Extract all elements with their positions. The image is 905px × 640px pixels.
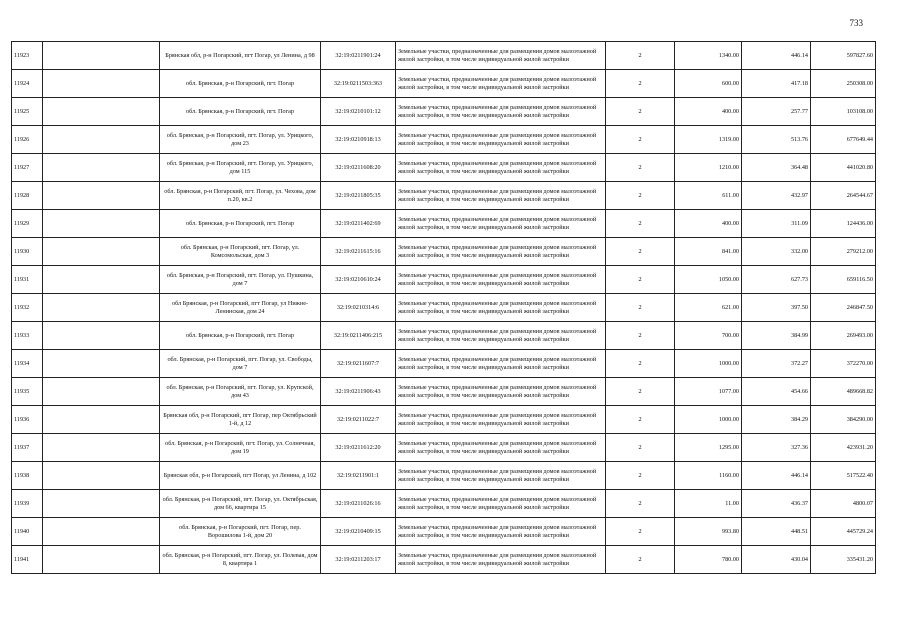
empty-cell bbox=[43, 518, 160, 546]
cadastral-number-cell: 32:19:0211406:215 bbox=[321, 322, 396, 350]
row-number: 11934 bbox=[12, 350, 43, 378]
category-cell: 2 bbox=[606, 182, 675, 210]
address-cell: обл. Брянская, р-н Погарский, пгт. Погар bbox=[160, 322, 321, 350]
cadastral-value-cell: 279212.00 bbox=[811, 238, 876, 266]
category-cell: 2 bbox=[606, 266, 675, 294]
empty-cell bbox=[43, 406, 160, 434]
unit-value-cell: 430.04 bbox=[742, 546, 811, 574]
area-cell: 11.00 bbox=[675, 490, 742, 518]
land-use-cell: Земельные участки, предназначенные для размещения домов малоэтажной жилой застройки, в том числе индивидуальной жилой застройки bbox=[396, 462, 606, 490]
category-cell: 2 bbox=[606, 378, 675, 406]
category-cell: 2 bbox=[606, 322, 675, 350]
area-cell: 1340.00 bbox=[675, 42, 742, 70]
cadastral-value-cell: 384290.00 bbox=[811, 406, 876, 434]
address-cell: обл. Брянская, р-н Погарский, пгт. Погар, ул. Чехова, дом п.20, кв.2 bbox=[160, 182, 321, 210]
land-use-cell: Земельные участки, предназначенные для размещения домов малоэтажной жилой застройки, в том числе индивидуальной жилой застройки bbox=[396, 490, 606, 518]
row-number: 11935 bbox=[12, 378, 43, 406]
address-cell: Брянская обл, р-н Погарский, пгт Погар, пер Октябрьский 1-й, д 12 bbox=[160, 406, 321, 434]
row-number: 11927 bbox=[12, 154, 43, 182]
land-use-cell: Земельные участки, предназначенные для размещения домов малоэтажной жилой застройки, в том числе индивидуальной жилой застройки bbox=[396, 182, 606, 210]
row-number: 11924 bbox=[12, 70, 43, 98]
cadastral-value-cell: 124436.00 bbox=[811, 210, 876, 238]
row-number: 11932 bbox=[12, 294, 43, 322]
table-row bbox=[12, 462, 876, 490]
address-cell: Брянская обл, р-н Погарский, пгт Погар, ул Ленина, д 98 bbox=[160, 42, 321, 70]
unit-value-cell: 432.97 bbox=[742, 182, 811, 210]
cadastral-value-cell: 597827.60 bbox=[811, 42, 876, 70]
land-use-cell: Земельные участки, предназначенные для размещения домов малоэтажной жилой застройки, в том числе индивидуальной жилой застройки bbox=[396, 238, 606, 266]
unit-value-cell: 446.14 bbox=[742, 462, 811, 490]
unit-value-cell: 448.51 bbox=[742, 518, 811, 546]
land-use-cell: Земельные участки, предназначенные для размещения домов малоэтажной жилой застройки, в том числе индивидуальной жилой застройки bbox=[396, 154, 606, 182]
address-cell: обл. Брянская, р-н Погарский, пгт. Погар, ул. Пушкина, дом 7 bbox=[160, 266, 321, 294]
cadastral-number-cell: 32:19:0211608:20 bbox=[321, 154, 396, 182]
land-use-cell: Земельные участки, предназначенные для размещения домов малоэтажной жилой застройки, в том числе индивидуальной жилой застройки bbox=[396, 294, 606, 322]
row-number: 11928 bbox=[12, 182, 43, 210]
category-cell: 2 bbox=[606, 238, 675, 266]
unit-value-cell: 513.76 bbox=[742, 126, 811, 154]
empty-cell bbox=[43, 70, 160, 98]
area-cell: 1210.00 bbox=[675, 154, 742, 182]
cadastral-number-cell: 32:19:0210610:24 bbox=[321, 266, 396, 294]
address-cell: обл. Брянская, р-н Погарский, пгт. Погар, пер. Ворошилова 1-й, дом 20 bbox=[160, 518, 321, 546]
area-cell: 400.00 bbox=[675, 98, 742, 126]
table-row bbox=[12, 406, 876, 434]
unit-value-cell: 627.73 bbox=[742, 266, 811, 294]
unit-value-cell: 311.09 bbox=[742, 210, 811, 238]
table-row bbox=[12, 294, 876, 322]
row-number: 11940 bbox=[12, 518, 43, 546]
table-row bbox=[12, 42, 876, 70]
area-cell: 600.00 bbox=[675, 70, 742, 98]
cadastral-number-cell: 32:19:0211402:69 bbox=[321, 210, 396, 238]
unit-value-cell: 327.36 bbox=[742, 434, 811, 462]
land-use-cell: Земельные участки, предназначенные для размещения домов малоэтажной жилой застройки, в том числе индивидуальной жилой застройки bbox=[396, 70, 606, 98]
unit-value-cell: 384.99 bbox=[742, 322, 811, 350]
table-row bbox=[12, 490, 876, 518]
unit-value-cell: 417.18 bbox=[742, 70, 811, 98]
cadastral-value-cell: 250308.00 bbox=[811, 70, 876, 98]
empty-cell bbox=[43, 154, 160, 182]
area-cell: 1000.00 bbox=[675, 350, 742, 378]
category-cell: 2 bbox=[606, 70, 675, 98]
address-cell: обл. Брянская, р-н Погарский, пгт. Погар bbox=[160, 98, 321, 126]
cadastral-value-cell: 103108.00 bbox=[811, 98, 876, 126]
land-use-cell: Земельные участки, предназначенные для размещения домов малоэтажной жилой застройки, в том числе индивидуальной жилой застройки bbox=[396, 406, 606, 434]
table-row bbox=[12, 434, 876, 462]
address-cell: обл. Брянская, р-н Погарский, пгт. Погар, ул. Урицкого, дом 23 bbox=[160, 126, 321, 154]
category-cell: 2 bbox=[606, 294, 675, 322]
unit-value-cell: 436.37 bbox=[742, 490, 811, 518]
address-cell: обл. Брянская, р-н Погарский, пгт. Погар, ул. Крупской, дом 43 bbox=[160, 378, 321, 406]
unit-value-cell: 446.14 bbox=[742, 42, 811, 70]
cadastral-value-cell: 677649.44 bbox=[811, 126, 876, 154]
address-cell: обл. Брянская, р-н Погарский, пгт. Погар, ул. Урицкого, дом 115 bbox=[160, 154, 321, 182]
address-cell: обл. Брянская, р-н Погарский, пгт. Погар, ул. Свободы, дом 7 bbox=[160, 350, 321, 378]
address-cell: обл. Брянская, р-н Погарский, пгт. Погар bbox=[160, 70, 321, 98]
table-row bbox=[12, 238, 876, 266]
area-cell: 611.00 bbox=[675, 182, 742, 210]
table-row bbox=[12, 266, 876, 294]
category-cell: 2 bbox=[606, 350, 675, 378]
empty-cell bbox=[43, 322, 160, 350]
area-cell: 700.00 bbox=[675, 322, 742, 350]
row-number: 11936 bbox=[12, 406, 43, 434]
empty-cell bbox=[43, 126, 160, 154]
unit-value-cell: 257.77 bbox=[742, 98, 811, 126]
address-cell: обл. Брянская, р-н Погарский, пгт. Погар, ул. Солнечная, дом 19 bbox=[160, 434, 321, 462]
table-row bbox=[12, 154, 876, 182]
cadastral-value-cell: 335431.20 bbox=[811, 546, 876, 574]
address-cell: Брянская обл, р-н Погарский, пгт Погар, ул Ленина, д 102 bbox=[160, 462, 321, 490]
empty-cell bbox=[43, 266, 160, 294]
unit-value-cell: 332.00 bbox=[742, 238, 811, 266]
land-use-cell: Земельные участки, предназначенные для размещения домов малоэтажной жилой застройки, в том числе индивидуальной жилой застройки bbox=[396, 350, 606, 378]
category-cell: 2 bbox=[606, 546, 675, 574]
area-cell: 841.00 bbox=[675, 238, 742, 266]
area-cell: 1000.00 bbox=[675, 406, 742, 434]
cadastral-value-cell: 264544.67 bbox=[811, 182, 876, 210]
area-cell: 780.00 bbox=[675, 546, 742, 574]
row-number: 11931 bbox=[12, 266, 43, 294]
cadastral-number-cell: 32:19:0211503:363 bbox=[321, 70, 396, 98]
table-row bbox=[12, 350, 876, 378]
area-cell: 1160.00 bbox=[675, 462, 742, 490]
row-number: 11933 bbox=[12, 322, 43, 350]
category-cell: 2 bbox=[606, 434, 675, 462]
row-number: 11925 bbox=[12, 98, 43, 126]
empty-cell bbox=[43, 182, 160, 210]
cadastral-number-cell: 32:19:0211026:16 bbox=[321, 490, 396, 518]
cadastral-value-cell: 517522.40 bbox=[811, 462, 876, 490]
address-cell: обл. Брянская, р-н Погарский, пгт. Погар bbox=[160, 210, 321, 238]
cadastral-value-cell: 441020.80 bbox=[811, 154, 876, 182]
empty-cell bbox=[43, 294, 160, 322]
cadastral-number-cell: 32:19:0211901:1 bbox=[321, 462, 396, 490]
empty-cell bbox=[43, 350, 160, 378]
page-number: 733 bbox=[849, 18, 863, 28]
land-use-cell: Земельные участки, предназначенные для размещения домов малоэтажной жилой застройки, в том числе индивидуальной жилой застройки bbox=[396, 378, 606, 406]
table-row bbox=[12, 546, 876, 574]
empty-cell bbox=[43, 238, 160, 266]
category-cell: 2 bbox=[606, 126, 675, 154]
cadastral-number-cell: 32:19:0211022:7 bbox=[321, 406, 396, 434]
empty-cell bbox=[43, 378, 160, 406]
area-cell: 1077.00 bbox=[675, 378, 742, 406]
unit-value-cell: 397.50 bbox=[742, 294, 811, 322]
row-number: 11937 bbox=[12, 434, 43, 462]
cadastral-number-cell: 32:19:0211615:16 bbox=[321, 238, 396, 266]
category-cell: 2 bbox=[606, 210, 675, 238]
unit-value-cell: 372.27 bbox=[742, 350, 811, 378]
empty-cell bbox=[43, 546, 160, 574]
land-use-cell: Земельные участки, предназначенные для размещения домов малоэтажной жилой застройки, в том числе индивидуальной жилой застройки bbox=[396, 210, 606, 238]
category-cell: 2 bbox=[606, 490, 675, 518]
land-use-cell: Земельные участки, предназначенные для размещения домов малоэтажной жилой застройки, в том числе индивидуальной жилой застройки bbox=[396, 98, 606, 126]
row-number: 11926 bbox=[12, 126, 43, 154]
row-number: 11929 bbox=[12, 210, 43, 238]
cadastral-value-cell: 659116.50 bbox=[811, 266, 876, 294]
address-cell: обл. Брянская, р-н Погарский, пгт. Погар, ул. Комсомольская, дом 3 bbox=[160, 238, 321, 266]
cadastral-value-cell: 372270.00 bbox=[811, 350, 876, 378]
row-number: 11923 bbox=[12, 42, 43, 70]
cadastral-number-cell: 32:19:0211612:20 bbox=[321, 434, 396, 462]
unit-value-cell: 454.66 bbox=[742, 378, 811, 406]
empty-cell bbox=[43, 210, 160, 238]
row-number: 11941 bbox=[12, 546, 43, 574]
cadastral-number-cell: 32:19:0210101:12 bbox=[321, 98, 396, 126]
land-use-cell: Земельные участки, предназначенные для размещения домов малоэтажной жилой застройки, в том числе индивидуальной жилой застройки bbox=[396, 42, 606, 70]
row-number: 11939 bbox=[12, 490, 43, 518]
table-row bbox=[12, 322, 876, 350]
table-body bbox=[12, 42, 876, 574]
cadastral-number-cell: 32:19:0211901:24 bbox=[321, 42, 396, 70]
area-cell: 400.00 bbox=[675, 210, 742, 238]
table-row bbox=[12, 210, 876, 238]
empty-cell bbox=[43, 98, 160, 126]
empty-cell bbox=[43, 434, 160, 462]
cadastral-value-cell: 4800.07 bbox=[811, 490, 876, 518]
area-cell: 621.00 bbox=[675, 294, 742, 322]
category-cell: 2 bbox=[606, 406, 675, 434]
table-row bbox=[12, 378, 876, 406]
land-use-cell: Земельные участки, предназначенные для размещения домов малоэтажной жилой застройки, в том числе индивидуальной жилой застройки bbox=[396, 266, 606, 294]
table-row bbox=[12, 70, 876, 98]
cadastral-number-cell: 32:19:0210314:6 bbox=[321, 294, 396, 322]
cadastral-value-cell: 423931.20 bbox=[811, 434, 876, 462]
cadastral-value-cell: 445729.24 bbox=[811, 518, 876, 546]
area-cell: 1050.00 bbox=[675, 266, 742, 294]
category-cell: 2 bbox=[606, 98, 675, 126]
area-cell: 1295.00 bbox=[675, 434, 742, 462]
cadastral-value-cell: 489668.82 bbox=[811, 378, 876, 406]
area-cell: 1319.00 bbox=[675, 126, 742, 154]
cadastral-number-cell: 32:19:0210409:15 bbox=[321, 518, 396, 546]
address-cell: обл. Брянская, р-н Погарский, пгт. Погар, ул. Полевая, дом 8, квартира 1 bbox=[160, 546, 321, 574]
row-number: 11938 bbox=[12, 462, 43, 490]
land-use-cell: Земельные участки, предназначенные для размещения домов малоэтажной жилой застройки, в том числе индивидуальной жилой застройки bbox=[396, 546, 606, 574]
table-row bbox=[12, 98, 876, 126]
table-row bbox=[12, 126, 876, 154]
land-use-cell: Земельные участки, предназначенные для размещения домов малоэтажной жилой застройки, в том числе индивидуальной жилой застройки bbox=[396, 126, 606, 154]
cadastral-number-cell: 32:19:0211203:17 bbox=[321, 546, 396, 574]
land-use-cell: Земельные участки, предназначенные для размещения домов малоэтажной жилой застройки, в том числе индивидуальной жилой застройки bbox=[396, 322, 606, 350]
row-number: 11930 bbox=[12, 238, 43, 266]
category-cell: 2 bbox=[606, 42, 675, 70]
cadastral-number-cell: 32:19:0211607:7 bbox=[321, 350, 396, 378]
cadastral-number-cell: 32:19:0211906:43 bbox=[321, 378, 396, 406]
land-use-cell: Земельные участки, предназначенные для размещения домов малоэтажной жилой застройки, в том числе индивидуальной жилой застройки bbox=[396, 518, 606, 546]
unit-value-cell: 384.29 bbox=[742, 406, 811, 434]
category-cell: 2 bbox=[606, 518, 675, 546]
address-cell: обл Брянская, р-н Погарский, пгт Погар, ул Нижне-Ленинская, дом 24 bbox=[160, 294, 321, 322]
table-row bbox=[12, 518, 876, 546]
category-cell: 2 bbox=[606, 154, 675, 182]
cadastral-number-cell: 32:19:0210918:13 bbox=[321, 126, 396, 154]
empty-cell bbox=[43, 490, 160, 518]
address-cell: обл. Брянская, р-н Погарский, пгт. Погар, ул. Октябрьская, дом 66, квартира 15 bbox=[160, 490, 321, 518]
land-registry-table bbox=[11, 41, 876, 574]
unit-value-cell: 364.48 bbox=[742, 154, 811, 182]
cadastral-value-cell: 246847.50 bbox=[811, 294, 876, 322]
empty-cell bbox=[43, 42, 160, 70]
land-use-cell: Земельные участки, предназначенные для размещения домов малоэтажной жилой застройки, в том числе индивидуальной жилой застройки bbox=[396, 434, 606, 462]
empty-cell bbox=[43, 462, 160, 490]
cadastral-number-cell: 32:19:0211805:35 bbox=[321, 182, 396, 210]
area-cell: 993.80 bbox=[675, 518, 742, 546]
cadastral-value-cell: 269493.00 bbox=[811, 322, 876, 350]
table-row bbox=[12, 182, 876, 210]
category-cell: 2 bbox=[606, 462, 675, 490]
